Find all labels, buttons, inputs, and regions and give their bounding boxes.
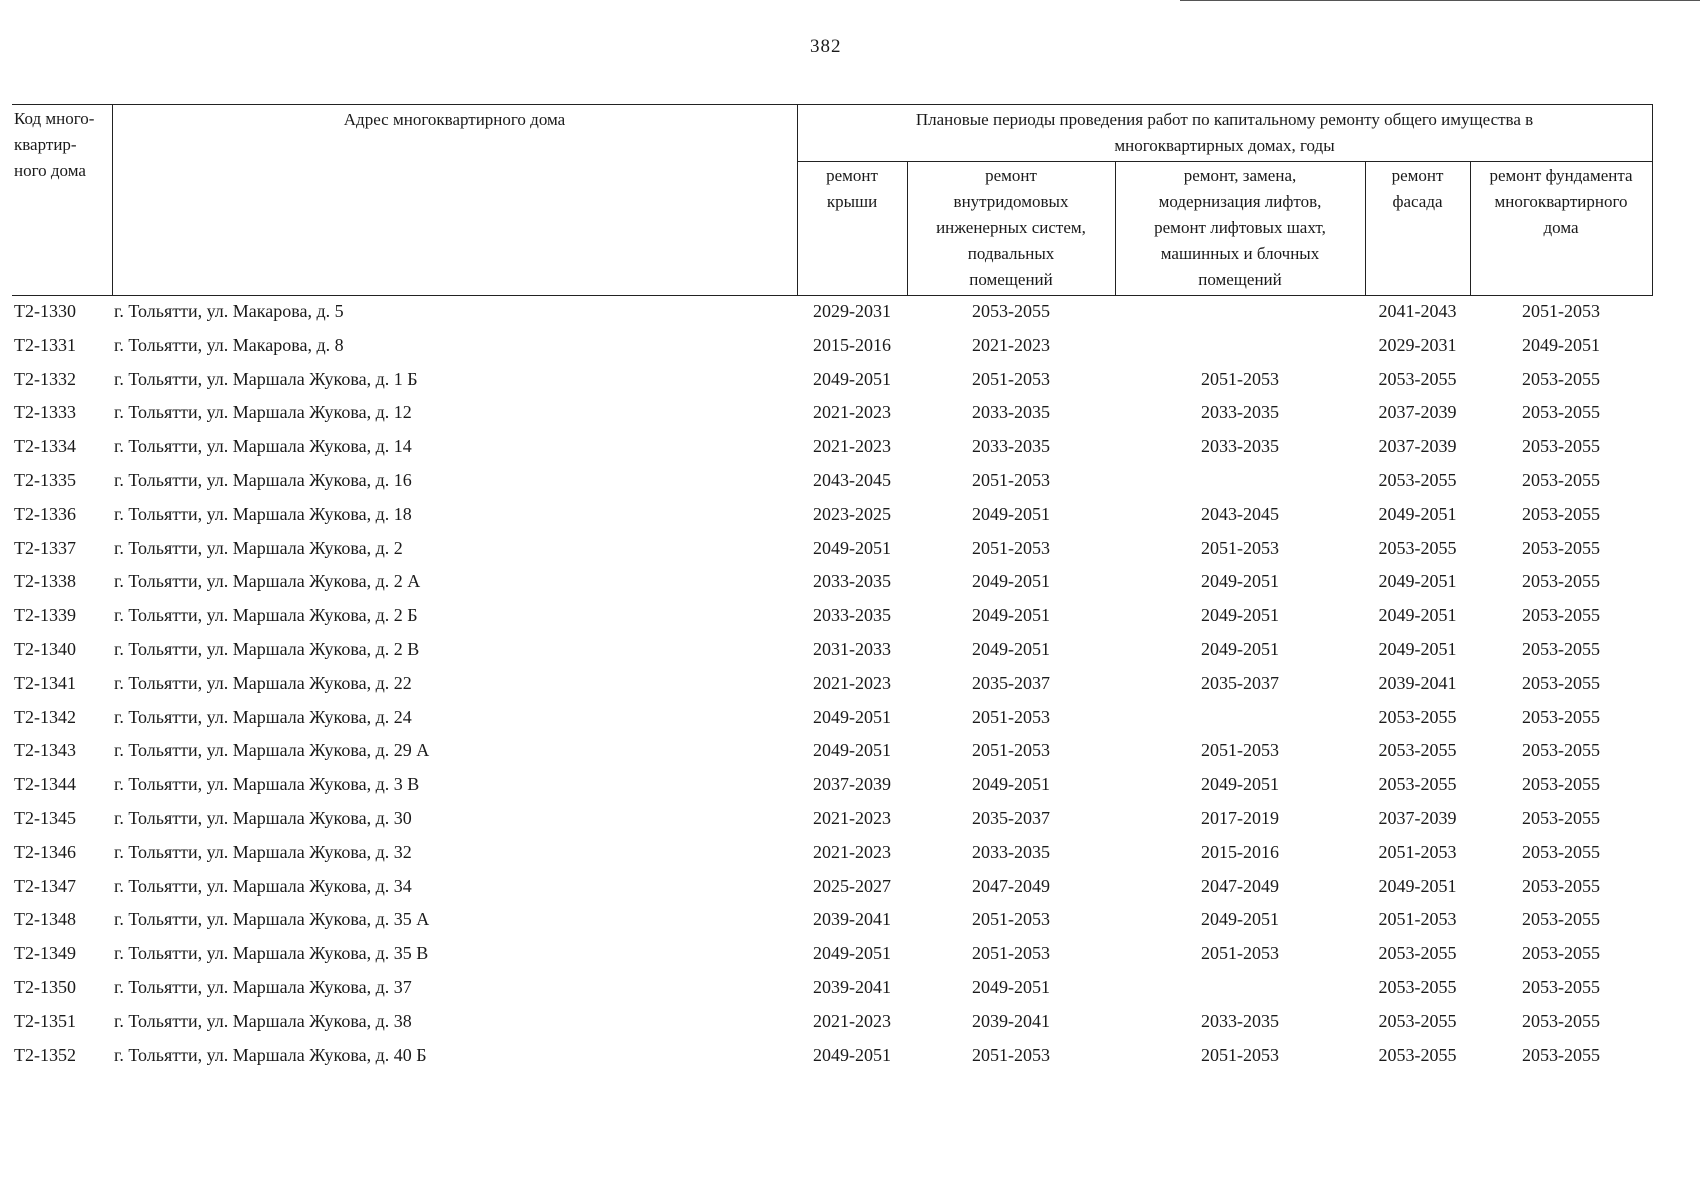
engineering-period-cell: 2053-2055: [972, 301, 1050, 321]
header-code-line: ного дома: [14, 161, 86, 180]
address-cell: г. Тольятти, ул. Маршала Жукова, д. 35 В: [114, 943, 429, 964]
address-cell: г. Тольятти, ул. Макарова, д. 5: [114, 301, 344, 321]
header-engineering-line: ремонт: [985, 166, 1037, 185]
building-code-cell: Т2-1331: [14, 334, 76, 355]
header-facade-repair: [1365, 162, 1470, 296]
lifts-period-cell: 2049-2051: [1201, 571, 1279, 592]
lifts-period-cell: [1115, 296, 1365, 333]
lifts-period-cell: 2033-2035: [1201, 402, 1279, 423]
table-row: [12, 367, 1652, 401]
facade-period-cell: 2051-2053: [1378, 841, 1457, 862]
roof-period-cell: 2033-2035: [813, 571, 891, 592]
table-row: [12, 637, 1652, 671]
facade-period-cell: 2053-2055: [1378, 976, 1457, 997]
roof-period-cell: 2049-2051: [813, 1044, 891, 1065]
lifts-period-cell: 2051-2053: [1201, 537, 1279, 558]
header-lifts-line: ремонт, замена,: [1183, 166, 1297, 185]
engineering-period-cell: 2049-2051: [972, 605, 1050, 626]
roof-period-cell: 2043-2045: [813, 469, 891, 490]
lifts-period-cell: 2049-2051: [1201, 909, 1279, 930]
engineering-period-cell: 2051-2053: [972, 909, 1050, 930]
top-rule: [1180, 0, 1700, 1]
roof-period-cell: 2037-2039: [813, 774, 891, 795]
header-code-line: квартир-: [14, 135, 77, 154]
address-cell: г. Тольятти, ул. Маршала Жукова, д. 2 Б: [114, 605, 418, 626]
engineering-period-cell: 2049-2051: [972, 638, 1050, 659]
table-row: [12, 738, 1652, 772]
building-code-cell: Т2-1349: [14, 943, 76, 964]
foundation-period-cell: 2053-2055: [1522, 841, 1601, 862]
address-cell: г. Тольятти, ул. Маршала Жукова, д. 24: [114, 706, 412, 727]
table-row: [12, 434, 1652, 468]
table-row: [12, 400, 1652, 434]
lifts-period-cell: 2035-2037: [1201, 672, 1279, 693]
header-engineering-line: подвальных: [967, 244, 1055, 263]
header-engineering-line: инженерных систем,: [936, 218, 1086, 237]
lifts-period-cell: 2049-2051: [1201, 774, 1279, 795]
header-foundation-line: дома: [1543, 218, 1579, 237]
engineering-period-cell: 2051-2053: [972, 740, 1050, 761]
foundation-period-cell: 2053-2055: [1522, 976, 1601, 997]
header-facade-line: фасада: [1392, 192, 1443, 211]
foundation-period-cell: 2053-2055: [1522, 402, 1601, 423]
table-row: [12, 603, 1652, 637]
address-cell: г. Тольятти, ул. Маршала Жукова, д. 22: [114, 672, 412, 693]
engineering-period-cell: 2033-2035: [972, 436, 1050, 457]
lifts-period-cell: 2051-2053: [1201, 740, 1279, 761]
foundation-period-cell: 2053-2055: [1522, 943, 1601, 964]
address-cell: г. Тольятти, ул. Маршала Жукова, д. 18: [114, 503, 412, 524]
facade-period-cell: 2053-2055: [1378, 537, 1457, 558]
building-code-cell: Т2-1333: [14, 402, 76, 423]
foundation-period-cell: 2053-2055: [1522, 368, 1601, 389]
lifts-period-cell: 2033-2035: [1201, 436, 1279, 457]
engineering-period-cell: 2051-2053: [972, 537, 1050, 558]
roof-period-cell: 2015-2016: [813, 334, 891, 355]
address-cell: г. Тольятти, ул. Маршала Жукова, д. 35 А: [114, 909, 430, 930]
table-header: [12, 105, 1652, 296]
building-code-cell: Т2-1341: [14, 672, 76, 693]
facade-period-cell: 2049-2051: [1378, 571, 1457, 592]
header-address: Адрес многоквартирного дома: [112, 105, 797, 296]
table-row: [12, 907, 1652, 941]
roof-period-cell: 2039-2041: [813, 976, 891, 997]
building-code-cell: Т2-1347: [14, 875, 76, 896]
foundation-period-cell: 2053-2055: [1522, 1044, 1601, 1065]
address-cell: г. Тольятти, ул. Маршала Жукова, д. 3 В: [114, 774, 420, 795]
header-group-line: многоквартирных домах, годы: [1114, 136, 1335, 155]
header-group-line: Плановые периоды проведения работ по капитальному ремонту общего имущества в: [915, 110, 1534, 129]
engineering-period-cell: 2049-2051: [972, 774, 1050, 795]
building-code-cell: Т2-1337: [14, 537, 76, 558]
table-row: [12, 333, 1652, 367]
building-code-cell: Т2-1330: [14, 301, 76, 321]
building-code-cell: Т2-1339: [14, 605, 76, 626]
roof-period-cell: 2039-2041: [813, 909, 891, 930]
lifts-period-cell: 2051-2053: [1201, 1044, 1279, 1065]
engineering-period-cell: 2049-2051: [972, 976, 1050, 997]
facade-period-cell: 2053-2055: [1378, 1044, 1457, 1065]
foundation-period-cell: 2053-2055: [1522, 469, 1601, 490]
address-cell: г. Тольятти, ул. Маршала Жукова, д. 32: [114, 841, 412, 862]
header-roof-repair: [797, 162, 907, 296]
engineering-period-cell: 2049-2051: [972, 571, 1050, 592]
table-row: [12, 941, 1652, 975]
building-code-cell: Т2-1332: [14, 368, 76, 389]
facade-period-cell: 2053-2055: [1378, 740, 1457, 761]
foundation-period-cell: 2053-2055: [1522, 706, 1601, 727]
address-cell: г. Тольятти, ул. Маршала Жукова, д. 38: [114, 1010, 412, 1031]
address-cell: г. Тольятти, ул. Маршала Жукова, д. 12: [114, 402, 412, 423]
building-code-cell: Т2-1351: [14, 1010, 76, 1031]
foundation-period-cell: 2053-2055: [1522, 605, 1601, 626]
address-cell: г. Тольятти, ул. Маршала Жукова, д. 29 А: [114, 740, 430, 761]
header-foundation-repair: [1470, 162, 1652, 296]
engineering-period-cell: 2039-2041: [972, 1010, 1050, 1031]
roof-period-cell: 2021-2023: [813, 436, 891, 457]
engineering-period-cell: 2047-2049: [972, 875, 1050, 896]
table-row: [12, 806, 1652, 840]
foundation-period-cell: 2053-2055: [1522, 740, 1601, 761]
address-cell: г. Тольятти, ул. Маршала Жукова, д. 37: [114, 976, 412, 997]
building-code-cell: Т2-1344: [14, 774, 76, 795]
building-code-cell: Т2-1345: [14, 807, 76, 828]
engineering-period-cell: 2021-2023: [972, 334, 1050, 355]
roof-period-cell: 2023-2025: [813, 503, 891, 524]
address-cell: г. Тольятти, ул. Маршала Жукова, д. 40 Б: [114, 1044, 427, 1065]
facade-period-cell: 2053-2055: [1378, 943, 1457, 964]
header-lifts-line: модернизация лифтов,: [1158, 192, 1322, 211]
foundation-period-cell: 2053-2055: [1522, 571, 1601, 592]
building-code-cell: Т2-1336: [14, 503, 76, 524]
roof-period-cell: 2021-2023: [813, 841, 891, 862]
table-row: [12, 671, 1652, 705]
roof-period-cell: 2049-2051: [813, 943, 891, 964]
facade-period-cell: 2041-2043: [1378, 301, 1457, 321]
header-roof-line: ремонт: [826, 166, 878, 185]
foundation-period-cell: 2053-2055: [1522, 503, 1601, 524]
header-lifts-repair: [1115, 162, 1365, 296]
address-cell: г. Тольятти, ул. Макарова, д. 8: [114, 334, 344, 355]
facade-period-cell: 2049-2051: [1378, 875, 1457, 896]
page-number: 382: [810, 36, 842, 57]
table-row: [12, 772, 1652, 806]
lifts-period-cell: 2047-2049: [1201, 875, 1279, 896]
roof-period-cell: 2021-2023: [813, 402, 891, 423]
building-code-cell: Т2-1342: [14, 706, 76, 727]
address-cell: г. Тольятти, ул. Маршала Жукова, д. 34: [114, 875, 412, 896]
table-row: [12, 296, 1652, 333]
engineering-period-cell: 2033-2035: [972, 841, 1050, 862]
roof-period-cell: 2025-2027: [813, 875, 891, 896]
foundation-period-cell: 2053-2055: [1522, 1010, 1601, 1031]
facade-period-cell: 2053-2055: [1378, 469, 1457, 490]
facade-period-cell: 2037-2039: [1378, 436, 1457, 457]
lifts-period-cell: 2015-2016: [1201, 841, 1279, 862]
header-engineering-line: помещений: [969, 270, 1053, 289]
engineering-period-cell: 2051-2053: [972, 943, 1050, 964]
facade-period-cell: 2051-2053: [1378, 909, 1457, 930]
table-row: [12, 536, 1652, 570]
header-building-code: [12, 105, 112, 296]
facade-period-cell: 2053-2055: [1378, 1010, 1457, 1031]
building-code-cell: Т2-1335: [14, 469, 76, 490]
lifts-period-cell: 2051-2053: [1201, 943, 1279, 964]
address-cell: г. Тольятти, ул. Маршала Жукова, д. 2 А: [114, 571, 421, 592]
roof-period-cell: 2049-2051: [813, 740, 891, 761]
table-row: [12, 468, 1652, 502]
lifts-period-cell: [1115, 333, 1365, 367]
roof-period-cell: 2021-2023: [813, 1010, 891, 1031]
address-cell: г. Тольятти, ул. Маршала Жукова, д. 14: [114, 436, 412, 457]
foundation-period-cell: 2053-2055: [1522, 436, 1601, 457]
roof-period-cell: 2021-2023: [813, 807, 891, 828]
lifts-period-cell: 2049-2051: [1201, 638, 1279, 659]
foundation-period-cell: 2053-2055: [1522, 537, 1601, 558]
header-engineering-repair: [907, 162, 1115, 296]
table-row: [12, 874, 1652, 908]
lifts-period-cell: 2033-2035: [1201, 1010, 1279, 1031]
facade-period-cell: 2049-2051: [1378, 503, 1457, 524]
engineering-period-cell: 2035-2037: [972, 807, 1050, 828]
table-row: [12, 705, 1652, 739]
table-row: [12, 1043, 1652, 1077]
foundation-period-cell: 2051-2053: [1522, 301, 1601, 321]
facade-period-cell: 2037-2039: [1378, 402, 1457, 423]
engineering-period-cell: 2049-2051: [972, 503, 1050, 524]
facade-period-cell: 2049-2051: [1378, 605, 1457, 626]
address-cell: г. Тольятти, ул. Маршала Жукова, д. 1 Б: [114, 368, 418, 389]
address-cell: г. Тольятти, ул. Маршала Жукова, д. 2: [114, 537, 403, 558]
engineering-period-cell: 2051-2053: [972, 706, 1050, 727]
roof-period-cell: 2029-2031: [813, 301, 891, 321]
header-planned-periods: [797, 105, 1652, 162]
header-foundation-line: ремонт фундамента: [1489, 166, 1633, 185]
foundation-period-cell: 2053-2055: [1522, 909, 1601, 930]
foundation-period-cell: 2053-2055: [1522, 774, 1601, 795]
engineering-period-cell: 2033-2035: [972, 402, 1050, 423]
header-foundation-line: многоквартирного: [1494, 192, 1628, 211]
engineering-period-cell: 2051-2053: [972, 469, 1050, 490]
engineering-period-cell: 2035-2037: [972, 672, 1050, 693]
lifts-period-cell: 2049-2051: [1201, 605, 1279, 626]
facade-period-cell: 2037-2039: [1378, 807, 1457, 828]
table-row: [12, 1009, 1652, 1043]
lifts-period-cell: [1115, 468, 1365, 502]
address-cell: г. Тольятти, ул. Маршала Жукова, д. 16: [114, 469, 412, 490]
lifts-period-cell: [1115, 705, 1365, 739]
roof-period-cell: 2033-2035: [813, 605, 891, 626]
roof-period-cell: 2021-2023: [813, 672, 891, 693]
foundation-period-cell: 2053-2055: [1522, 672, 1601, 693]
roof-period-cell: 2049-2051: [813, 368, 891, 389]
header-roof-line: крыши: [826, 192, 878, 211]
facade-period-cell: 2053-2055: [1378, 774, 1457, 795]
building-code-cell: Т2-1350: [14, 976, 76, 997]
building-code-cell: Т2-1340: [14, 638, 76, 659]
building-code-cell: Т2-1338: [14, 571, 76, 592]
foundation-period-cell: 2053-2055: [1522, 807, 1601, 828]
table-row: [12, 840, 1652, 874]
foundation-period-cell: 2053-2055: [1522, 638, 1601, 659]
address-cell: г. Тольятти, ул. Маршала Жукова, д. 30: [114, 807, 412, 828]
building-code-cell: Т2-1343: [14, 740, 76, 761]
engineering-period-cell: 2051-2053: [972, 368, 1050, 389]
foundation-period-cell: 2053-2055: [1522, 875, 1601, 896]
header-lifts-line: ремонт лифтовых шахт,: [1154, 218, 1326, 237]
address-cell: г. Тольятти, ул. Маршала Жукова, д. 2 В: [114, 638, 420, 659]
header-facade-line: ремонт: [1391, 166, 1444, 185]
facade-period-cell: 2053-2055: [1378, 368, 1457, 389]
facade-period-cell: 2053-2055: [1378, 706, 1457, 727]
lifts-period-cell: [1115, 975, 1365, 1009]
table-row: [12, 502, 1652, 536]
roof-period-cell: 2049-2051: [813, 537, 891, 558]
table-body: [12, 296, 1652, 1077]
table-row: [12, 569, 1652, 603]
building-code-cell: Т2-1348: [14, 909, 76, 930]
header-lifts-line: помещений: [1198, 270, 1282, 289]
building-code-cell: Т2-1334: [14, 436, 76, 457]
lifts-period-cell: 2043-2045: [1201, 503, 1279, 524]
header-lifts-line: машинных и блочных: [1160, 244, 1320, 263]
foundation-period-cell: 2049-2051: [1522, 334, 1601, 355]
roof-period-cell: 2049-2051: [813, 706, 891, 727]
header-code-line: Код много-: [14, 109, 95, 128]
schedule-sheet: [12, 104, 1652, 1076]
engineering-period-cell: 2051-2053: [972, 1044, 1050, 1065]
facade-period-cell: 2039-2041: [1378, 672, 1457, 693]
lifts-period-cell: 2051-2053: [1201, 368, 1279, 389]
repair-schedule-table: [12, 104, 1653, 1076]
table-row: [12, 975, 1652, 1009]
building-code-cell: Т2-1352: [14, 1044, 76, 1065]
header-engineering-line: внутридомовых: [953, 192, 1069, 211]
facade-period-cell: 2029-2031: [1378, 334, 1457, 355]
building-code-cell: Т2-1346: [14, 841, 76, 862]
lifts-period-cell: 2017-2019: [1201, 807, 1279, 828]
roof-period-cell: 2031-2033: [813, 638, 891, 659]
facade-period-cell: 2049-2051: [1378, 638, 1457, 659]
